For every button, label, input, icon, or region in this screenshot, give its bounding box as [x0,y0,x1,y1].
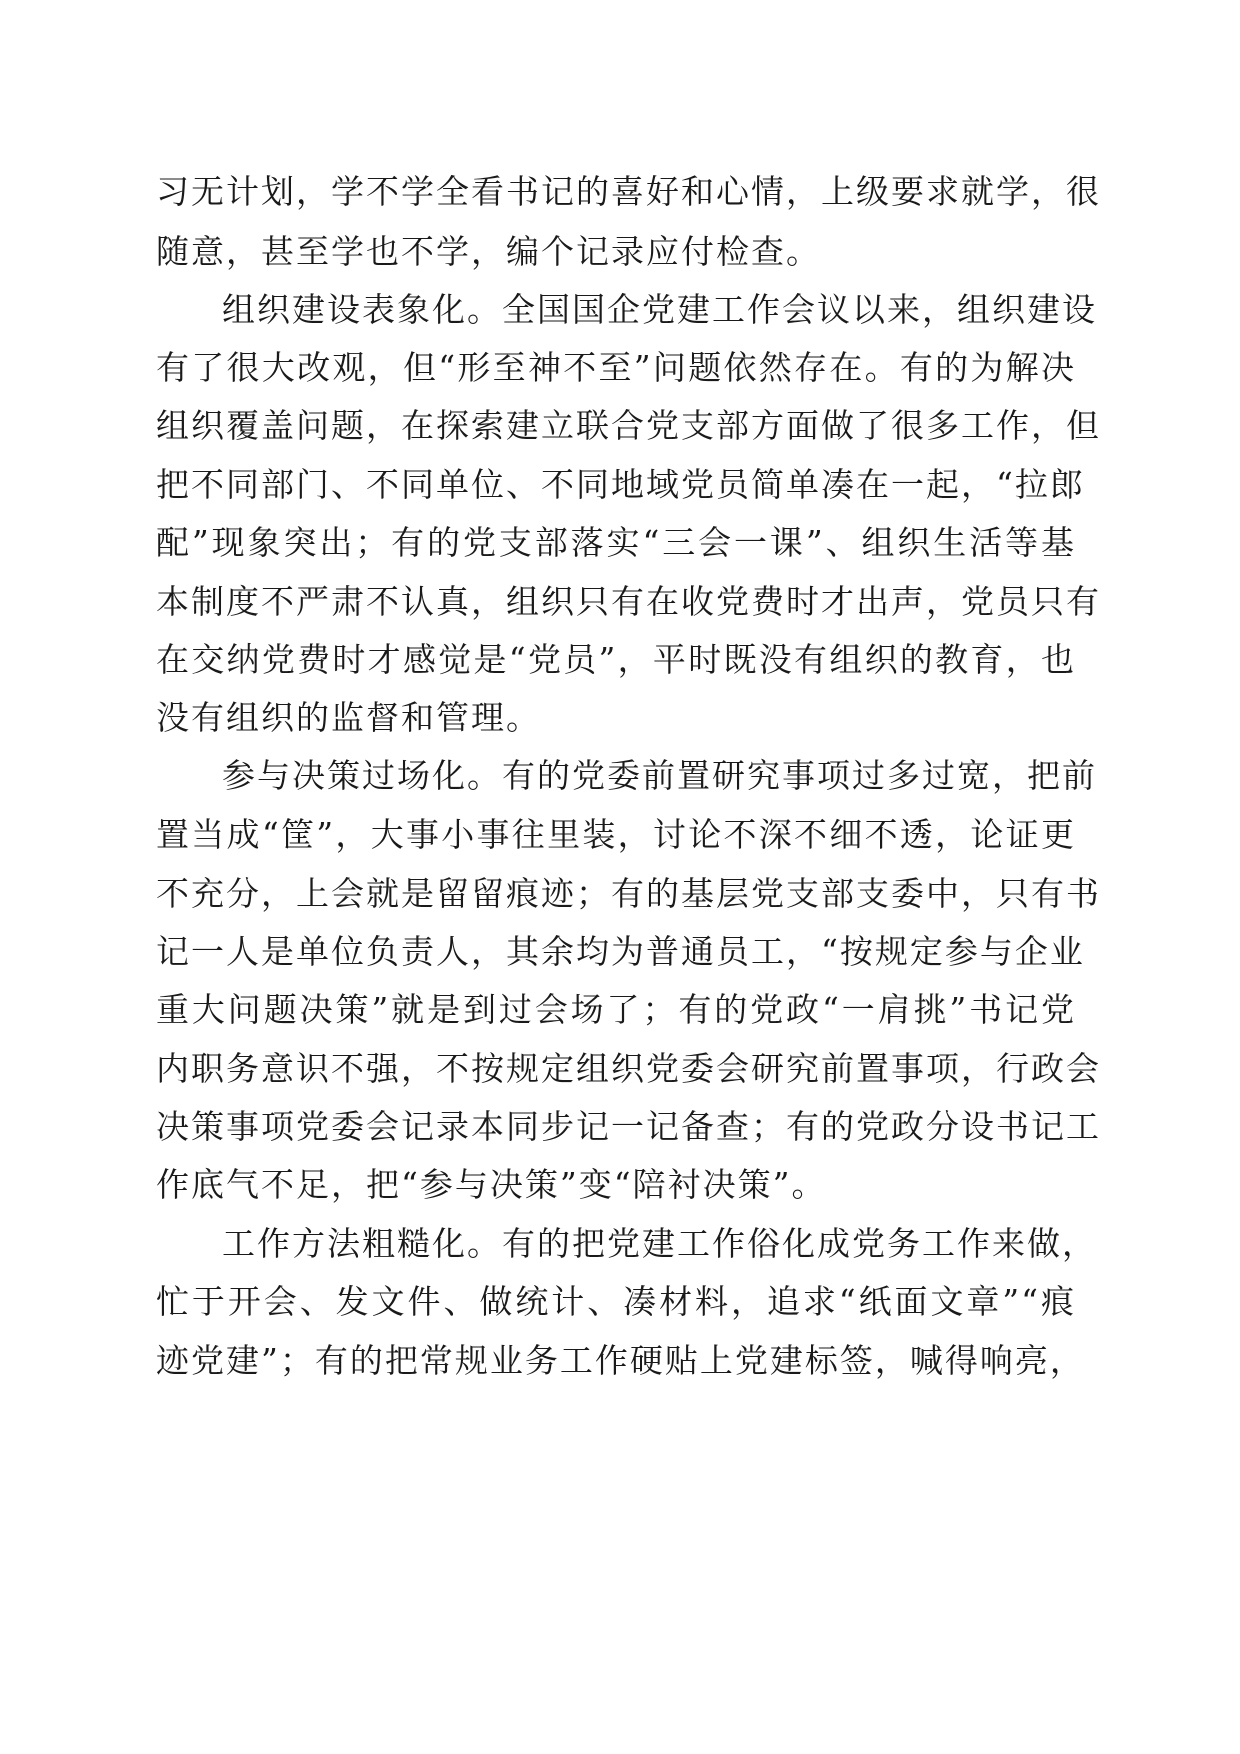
text-line: 置当成“筐”，大事小事往里装，讨论不深不细不透，论证更 [156,815,1076,854]
text-line: 记一人是单位负责人，其余均为普通员工，“按规定参与企业 [156,932,1085,971]
text-line: 内职务意识不强，不按规定组织党委会研究前置事项，行政会 [156,1049,1101,1088]
text-line: 配”现象突出；有的党支部落实“三会一课”、组织生活等基 [156,523,1076,562]
text-line: 不充分，上会就是留留痕迹；有的基层党支部支委中，只有书 [156,874,1101,913]
text-line: 重大问题决策”就是到过会场了；有的党政“一肩挑”书记党 [156,990,1076,1029]
text-line: 没有组织的监督和管理。 [156,698,541,737]
paragraph-heading-line: 组织建设表象化。全国国企党建工作会议以来，组织建设 [222,290,1097,329]
text-line: 作底气不足，把“参与决策”变“陪衬决策”。 [156,1165,827,1204]
text-line: 在交纳党费时才感觉是“党员”，平时既没有组织的教育，也 [156,640,1076,679]
text-line: 把不同部门、不同单位、不同地域党员简单凑在一起，“拉郎 [156,465,1085,504]
text-line: 随意，甚至学也不学，编个记录应付检查。 [156,232,821,271]
text-line: 本制度不严肃不认真，组织只有在收党费时才出声，党员只有 [156,582,1101,621]
text-line: 习无计划，学不学全看书记的喜好和心情，上级要求就学，很 [156,172,1101,211]
text-line: 有了很大改观，但“形至神不至”问题依然存在。有的为解决 [156,348,1076,387]
text-line: 决策事项党委会记录本同步记一记备查；有的党政分设书记工 [156,1107,1101,1146]
text-line: 忙于开会、发文件、做统计、凑材料，追求“纸面文章”“痕 [156,1282,1076,1321]
text-line: 组织覆盖问题，在探索建立联合党支部方面做了很多工作，但 [156,406,1101,445]
text-line: 迹党建”；有的把常规业务工作硬贴上党建标签，喊得响亮， [156,1341,1085,1380]
paragraph-heading-line: 工作方法粗糙化。有的把党建工作俗化成党务工作来做， [222,1224,1097,1263]
paragraph-heading-line: 参与决策过场化。有的党委前置研究事项过多过宽，把前 [222,756,1097,795]
